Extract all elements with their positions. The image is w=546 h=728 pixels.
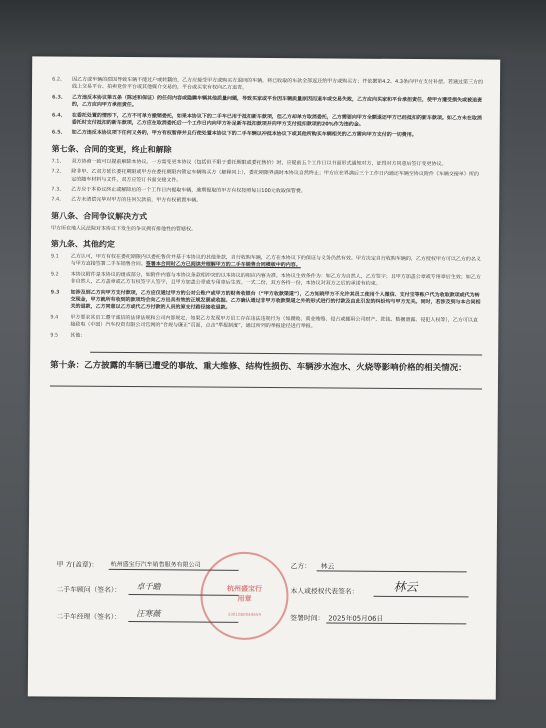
section-8-title: 第八条、合同争议解决方式 <box>51 211 148 222</box>
consultant-signature: 卓千瞻 <box>136 582 161 592</box>
seal-text: 杭州盛宝行 用章 <box>226 584 263 603</box>
clause-9-1: 9.1 乙方认可，甲方有权在委托期限内以委托售价并基于本协议的其他条款，自行收购车辆，乙方在本协议下的保证与义务仍然有效。甲方决定自行收购车辆的，乙方授权甲方可以乙方的名义与甲方直接签署二手车销售合同。签署本合同时乙方已阅读并理解甲方的二手车销售合同模板中的内容。 <box>50 253 481 269</box>
clause-9-1-emphasis: 签署本合同时乙方已阅读并理解甲方的二手车销售合同模板中的内容。 <box>145 261 301 269</box>
clause-9-1-text: 乙方认可，甲方有权在委托期限内以委托售价并基于本协议的其他条款，自行收购车辆，乙方在本协议下的保证与义务仍然有效。甲方决定自行收购车辆的，乙方授权甲方可以乙方的名义与甲方直接签署二手车销售合同。 <box>70 253 481 268</box>
section-10-title: 第十条：乙方披露的车辆已遭受的事故、重大维修、结构性损伤、车辆涉水泡水、火烧等影响价格的相关情况： <box>50 360 467 374</box>
party-b-label: 乙方： <box>290 562 312 571</box>
clause-6-5: 6.5、 如乙方违反本协议项下任何义务的，甲方有权暂停并且行使处置本协议下的二手车辆以冲抵本协议下或其他所购买车辆相关的乙方需向甲方支付的一切费用。 <box>51 129 417 139</box>
section-10-blank-line <box>50 371 482 389</box>
clause-7-1: 7.1、 双方协商一致可以提前解除本协议。一方需变更本协议（包括但不限于委托期限或委托售价）时，应提前五个工作日以书面形式通知对方，征得对方同意后签订变更协议。 <box>51 158 447 168</box>
clause-9-5: 9.5 其他： <box>50 332 86 339</box>
manager-label: 二手车经理（签名）： <box>56 612 121 622</box>
clause-7-4: 7.4、 乙方未清偿完毕对甲方的任何欠款前，甲方有权留置车辆。 <box>51 196 202 205</box>
party-b-line <box>317 570 467 572</box>
clauses-top <box>52 77 484 141</box>
clause-6-2: 6.2、 因乙方或车辆的原因导致车辆不能过户或转籍的，乙方应接受甲方或购买方退回的车辆，将已收取的车款全部返还给甲方或购买方；并依据第4.2、4.3条向甲方支付补偿。若通过第三方的线上交易平台、拍卖竞价平台或其他媒介交易的，平台或买家有权向乙方追责。 <box>52 76 484 92</box>
party-b-name: 林云 <box>320 562 335 571</box>
section-9-title: 第九条、其他约定 <box>50 239 115 249</box>
consultant-label: 二手车顾问（签名）： <box>56 585 122 595</box>
sign-date-label: 签署时间： <box>290 614 325 623</box>
company-seal <box>200 552 289 641</box>
section-8-text: 甲方所在地人民法院对本协议下发生的争议拥有排他性的管辖权。 <box>51 225 197 233</box>
rep-signature: 林云 <box>393 579 418 595</box>
party-a-label: 甲 方(盖章)： <box>56 560 99 569</box>
clause-6-4: 6.4、 在委托处置的情形下，乙方不可单方撤销委托，如果本协议下的二手车已用于抵扣新车款项，但乙方却单方取消委托，乙方需要向甲方全额退还甲方已经抵扣的新车款项。如乙方未在取消委托时支付抵扣的新车款项，乙方应在取消委托后一个工作日内向甲方补足新车抵扣款项并向甲方支付抵扣款项的20%作为违约金。 <box>51 112 482 128</box>
seal-number: 3301080044659 <box>227 611 261 617</box>
contract-body <box>50 77 484 398</box>
date-line <box>326 622 466 624</box>
manager-signature: 汪寒薇 <box>136 609 161 619</box>
clause-9-5-blank-line <box>90 343 482 356</box>
clause-7-3: 7.3、 乙方应于本协议终止或解除后的一个工作日内提取车辆，逾期提取的甲方有权按照每日100元收取保管费。 <box>51 186 306 195</box>
rep-signature-label: 本人或授权代表签名： <box>290 587 359 596</box>
contract-page <box>28 56 500 699</box>
clause-6-3: 6.3、 乙方违反本协议第五条（陈述和保证）的任何内容或隐瞒车辆其他质量问题，导致买家或平台因车辆质量原因而退车或交易失败，乙方应向买家和平台承担责任，使甲方遭受损失或被追责的，乙方应向甲方承担责任。 <box>51 94 482 109</box>
section-7-title: 第七条、合同的变更，终止和解除 <box>51 144 172 155</box>
clause-7-2: 7.2、 除非甲、乙双方延长委托期限或甲方在委托期限内锁定车辆购买方（解释同上），委托期限界满时本协议自然终止；甲方应在界满后三个工作日内通还车辆至协议附件《车辆交接单》所约定的随车材料与文件，双方应签订书面交接文件。 <box>51 168 479 184</box>
clause-9-4: 9.4 甲方要求其员工遵守诚信的法律法规和公司内部规定，如果乙方发现甲方员工存在违法违规行为（如腐败、商业贿赂、侵占或挪用公司财产、洗钱、数据泄露、侵犯人权等），乙方可以直接致电（中国）汽车投资有限公司官网的“合规与廉正”页面，点击“举报制度”，通过所列的举报途径进行举报。 <box>50 314 478 330</box>
clause-9-3: 9.3 如涉及到乙方向甲方支付款项，乙方应仅通过甲方的公对公账户或甲方的财务收银台（“甲方收款渠道”），乙方知晓甲方不允许其员工使用个人微信、支付宝等账户代为收取款项或代为转交现金，甲方就所有收到的款项均会向乙方出具有效的正规发票或收据。乙方确认通过非甲方收款渠道之外的形式进行的付款及由此引发的纠纷均与甲方无关。同时，若涉及到与本合同相关的退款，乙方同意以乙方或代乙方付款的人员的原支付路径接收退款。 <box>50 289 481 312</box>
clause-9-2: 9.2 本协议附件是本协议的组成部分，如附件内容与本协议条款相冲突的以本协议的相应内容为准。本协议生效条件为：如乙方为自然人，乙方签字；且甲方加盖公章或专用章后生效；如乙方非自然人，乙方盖章或乙方有权签字人签字，且甲方加盖公章或专用章后生效。一式二份，双方各持一份，本协议对双方之后的承诺有约束。 <box>50 271 481 287</box>
party-a-name: 杭州盛宝行汽车销售服务有限公司 <box>110 560 201 569</box>
rep-line <box>373 596 468 598</box>
sign-date: 2025年05月06日 <box>328 614 384 623</box>
background-desk <box>0 0 546 58</box>
